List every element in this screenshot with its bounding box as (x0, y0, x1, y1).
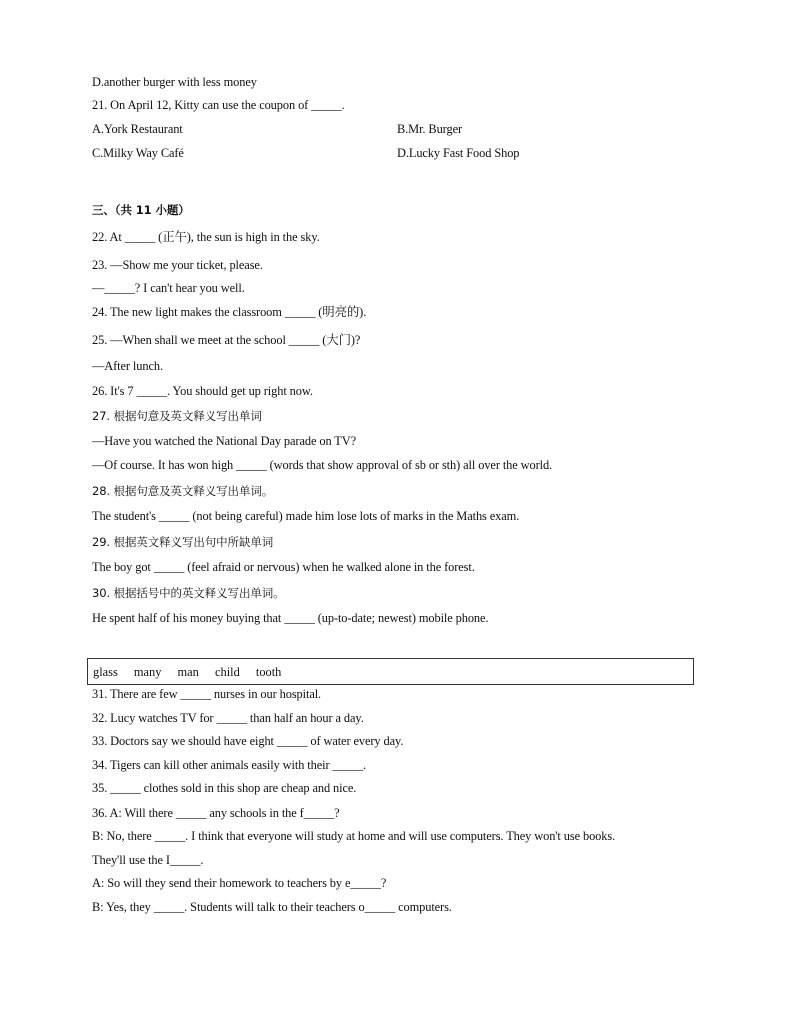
q21-option-a: A.York Restaurant (92, 122, 183, 136)
question-27-line-2: —Of course. It has won high _____ (words that show approval of sb or sth) all over the world. (92, 458, 553, 472)
question-33: 33. Doctors say we should have eight _____ of water every day. (92, 734, 404, 748)
word-bank (93, 664, 294, 680)
q21-option-c: C.Milky Way Café (92, 146, 184, 160)
question-36-line-5: B: Yes, they _____. Students will talk to their teachers o_____ computers. (92, 900, 452, 914)
question-36-line-2: B: No, there _____. I think that everyone will study at home and will use computers. They won't use books. (92, 829, 616, 843)
question-34: 34. Tigers can kill other animals easily with their _____. (92, 758, 366, 772)
word-bank-box (87, 658, 694, 685)
question-25-line-1: 25. —When shall we meet at the school _____ (大门)? (92, 333, 361, 347)
question-32: 32. Lucy watches TV for _____ than half an hour a day. (92, 711, 364, 725)
question-24: 24. The new light makes the classroom _____ (明亮的). (92, 305, 367, 319)
question-31: 31. There are few _____ nurses in our hospital. (92, 687, 322, 701)
question-28-sentence: The student's _____ (not being careful) made him lose lots of marks in the Maths exam. (92, 509, 520, 523)
question-26: 26. It's 7 _____. You should get up right now. (92, 384, 313, 398)
question-29-instruction: 29. 根据英文释义写出句中所缺单词 (92, 535, 274, 549)
question-30-instruction: 30. 根据括号中的英文释义写出单词。 (92, 586, 285, 600)
option-d-previous: D.another burger with less money (92, 75, 257, 89)
section-3-heading: 三、（共 11 小题） (92, 203, 190, 217)
question-28-instruction: 28. 根据句意及英文释义写出单词。 (92, 484, 274, 498)
question-21: 21. On April 12, Kitty can use the coupon of _____. (92, 98, 345, 112)
question-29-sentence: The boy got _____ (feel afraid or nervous) when he walked alone in the forest. (92, 560, 475, 574)
question-30-sentence: He spent half of his money buying that _____ (up-to-date; newest) mobile phone. (92, 611, 489, 625)
word-bank-item: child (215, 665, 240, 679)
word-bank-item: many (133, 665, 162, 679)
question-36-line-4: A: So will they send their homework to teachers by e_____? (92, 876, 387, 890)
question-27-instruction: 27. 根据句意及英文释义写出单词 (92, 409, 262, 423)
word-bank-item: tooth (255, 665, 282, 679)
question-25-line-2: —After lunch. (92, 359, 163, 373)
question-36-line-1: 36. A: Will there _____ any schools in the f_____? (92, 806, 340, 820)
question-22: 22. At _____ (正午), the sun is high in the sky. (92, 230, 320, 244)
question-23-line-1: 23. —Show me your ticket, please. (92, 258, 263, 272)
question-27-line-1: —Have you watched the National Day parade on TV? (92, 434, 357, 448)
question-23-line-2: —_____? I can't hear you well. (92, 281, 245, 295)
q21-option-d: D.Lucky Fast Food Shop (397, 146, 520, 160)
question-35: 35. _____ clothes sold in this shop are cheap and nice. (92, 781, 357, 795)
word-bank-item: glass (93, 665, 118, 679)
q21-option-b: B.Mr. Burger (397, 122, 462, 136)
question-36-line-3: They'll use the I_____. (92, 853, 204, 867)
word-bank-item: man (177, 665, 199, 679)
